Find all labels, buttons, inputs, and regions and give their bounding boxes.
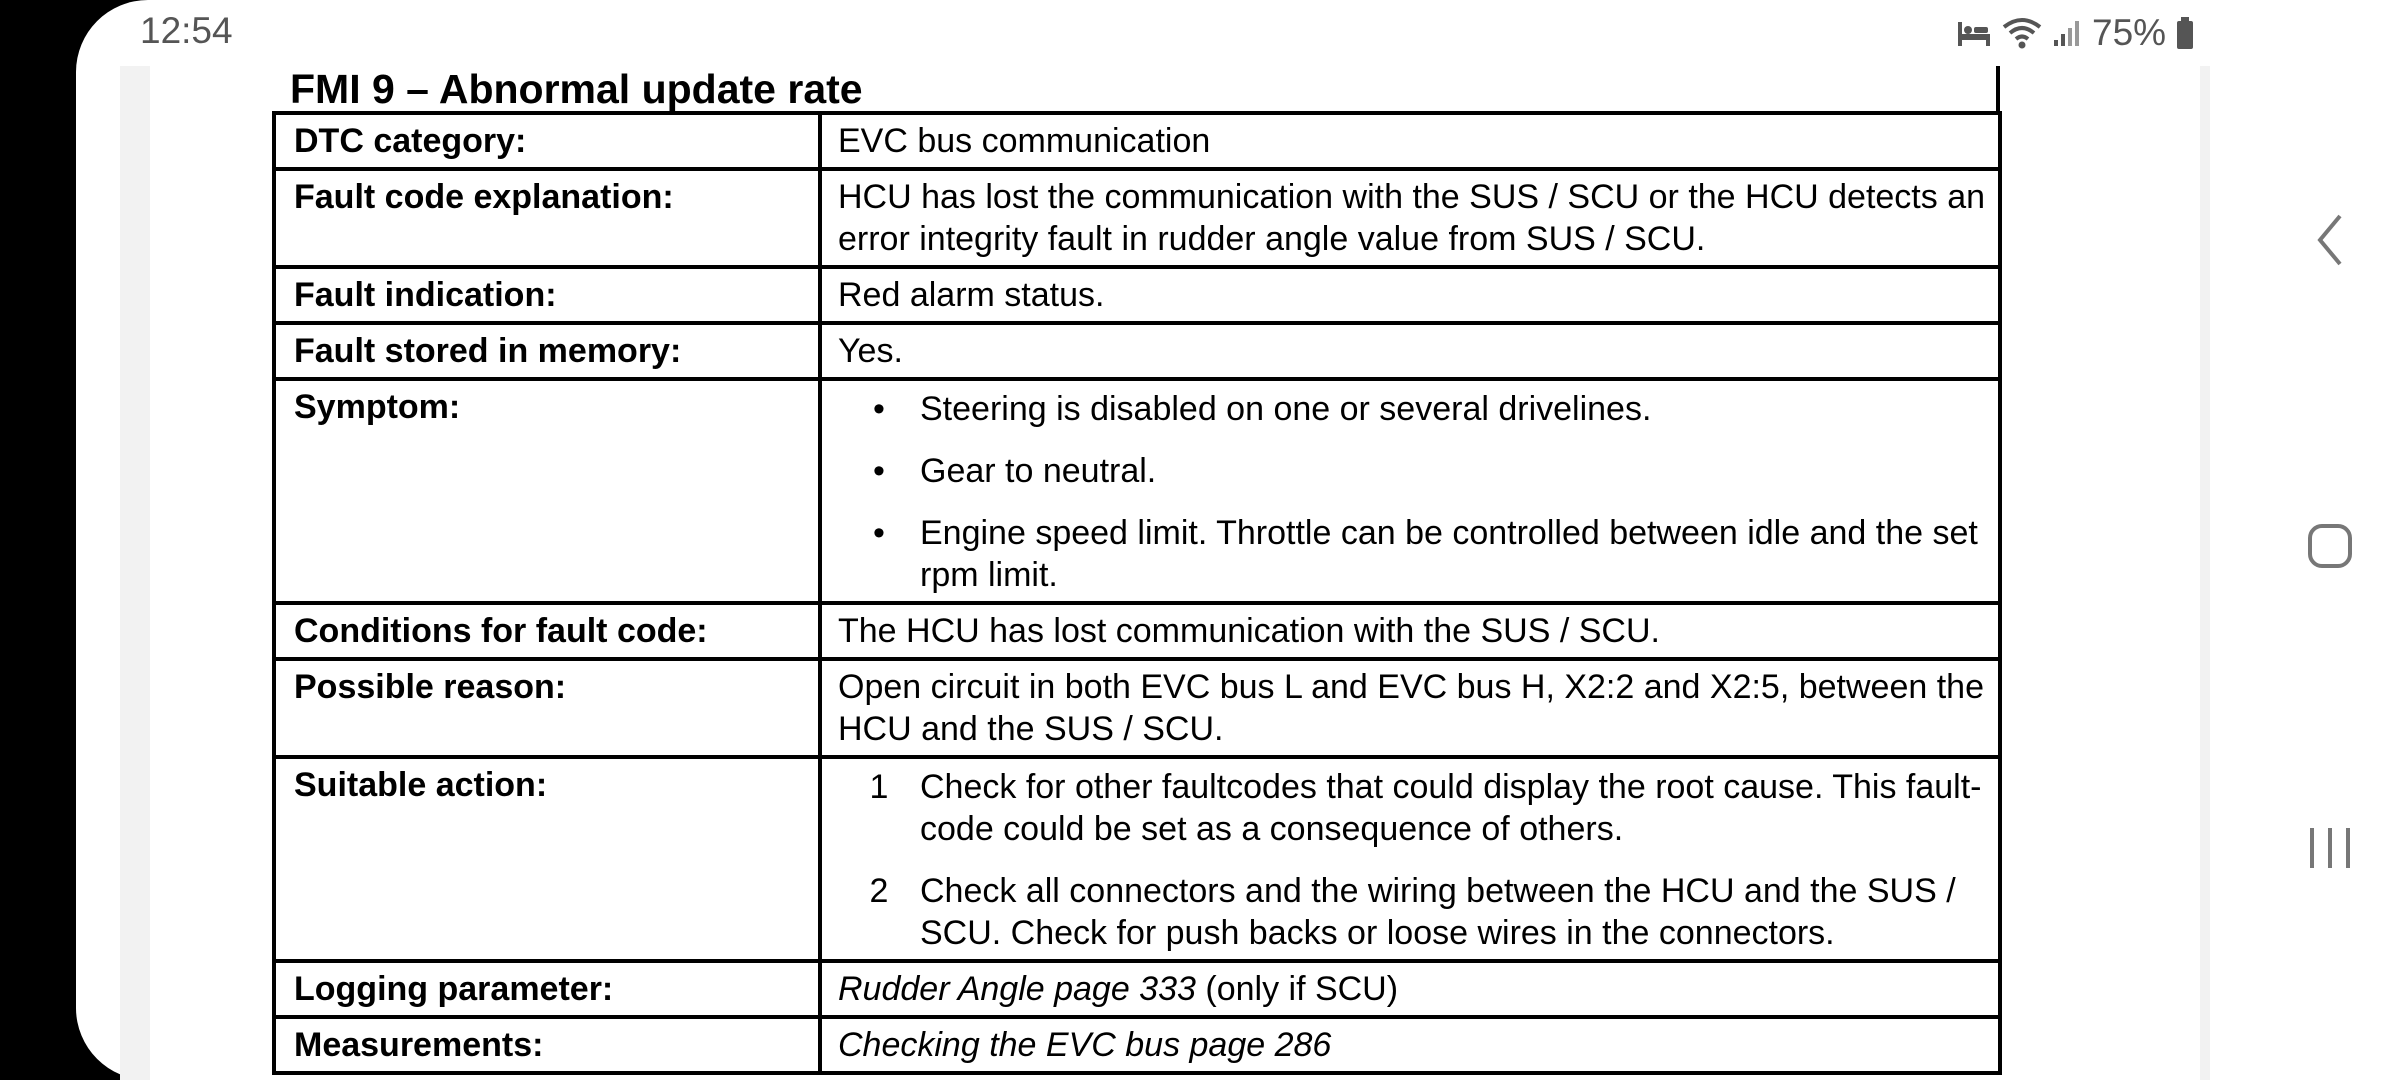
list-text bbox=[920, 450, 1156, 492]
battery-icon bbox=[2176, 16, 2194, 50]
row-value bbox=[820, 659, 2000, 757]
value-line: Yes. bbox=[838, 332, 903, 370]
list-item bbox=[838, 388, 1998, 430]
list-item bbox=[838, 512, 1998, 596]
list-text bbox=[920, 388, 1651, 430]
row-label: Symptom: bbox=[274, 379, 820, 603]
value-line bbox=[838, 968, 1998, 1010]
table-row bbox=[274, 323, 2000, 379]
value-text: (only if SCU) bbox=[1195, 970, 1399, 1008]
sleep-mode-icon bbox=[1956, 18, 1992, 48]
wifi-icon bbox=[2002, 17, 2042, 49]
list-text bbox=[920, 512, 1978, 596]
page-reference[interactable]: Rudder Angle page 333 bbox=[838, 970, 1196, 1008]
row-label: Fault indication: bbox=[274, 267, 820, 323]
row-value bbox=[820, 113, 2000, 169]
home-icon bbox=[2305, 521, 2355, 576]
back-icon bbox=[2310, 210, 2350, 275]
value-line: Check all connectors and the wiring between the HCU and the SUS / bbox=[920, 872, 1956, 910]
list-marker: • bbox=[873, 390, 885, 428]
value-line: HCU and the SUS / SCU. bbox=[838, 710, 1224, 748]
row-label: Fault stored in memory: bbox=[274, 323, 820, 379]
row-label: Measurements: bbox=[274, 1017, 820, 1073]
row-value bbox=[820, 1017, 2000, 1073]
signal-icon bbox=[2052, 18, 2082, 48]
table-row bbox=[274, 113, 2000, 169]
home-button[interactable] bbox=[2260, 488, 2400, 608]
back-button[interactable] bbox=[2260, 182, 2400, 302]
value-line: HCU has lost the communication with the SUS / SCU or the HCU detects an bbox=[838, 178, 1986, 216]
value-line: code could be set as a consequence of others. bbox=[920, 810, 1624, 848]
section-title: FMI 9 – Abnormal update rate bbox=[290, 66, 863, 112]
table-row bbox=[274, 757, 2000, 961]
list-text bbox=[920, 870, 1956, 954]
table-row bbox=[274, 603, 2000, 659]
value-line: Check for other faultcodes that could display the root cause. This fault- bbox=[920, 768, 1982, 806]
value-line: Steering is disabled on one or several drivelines. bbox=[920, 390, 1652, 428]
value-line: Gear to neutral. bbox=[920, 452, 1157, 490]
table-row bbox=[274, 961, 2000, 1017]
list-item bbox=[838, 450, 1998, 492]
table-border bbox=[1996, 66, 2000, 113]
list-text bbox=[920, 766, 1982, 850]
row-label: Suitable action: bbox=[274, 757, 820, 961]
value-line: SCU. Check for push backs or loose wires in the connectors. bbox=[920, 914, 1835, 952]
row-value bbox=[820, 961, 2000, 1017]
list-marker: 1 bbox=[869, 768, 889, 806]
recents-icon bbox=[2306, 825, 2354, 876]
value-line: The HCU has lost communication with the SUS / SCU. bbox=[838, 612, 1660, 650]
value-line: Open circuit in both EVC bus L and EVC bus H, X2:2 and X2:5, between the bbox=[838, 668, 1984, 706]
list-item bbox=[838, 766, 1998, 850]
list-marker: 2 bbox=[869, 872, 889, 910]
row-value bbox=[820, 757, 2000, 961]
page-reference[interactable]: Checking the EVC bus page 286 bbox=[838, 1026, 1332, 1064]
document-content bbox=[272, 66, 2002, 1080]
status-icons bbox=[1956, 12, 2194, 54]
value-line: rpm limit. bbox=[920, 556, 1058, 594]
row-value bbox=[820, 169, 2000, 267]
navigation-bar bbox=[2260, 0, 2400, 1080]
value-line: Red alarm status. bbox=[838, 276, 1105, 314]
row-value bbox=[820, 267, 2000, 323]
value-line: error integrity fault in rudder angle value from SUS / SCU. bbox=[838, 220, 1706, 258]
fault-code-table bbox=[272, 111, 2002, 1075]
row-label: Logging parameter: bbox=[274, 961, 820, 1017]
row-label: Possible reason: bbox=[274, 659, 820, 757]
table-row bbox=[274, 379, 2000, 603]
row-value bbox=[820, 603, 2000, 659]
list-marker: • bbox=[873, 514, 885, 552]
table-row bbox=[274, 659, 2000, 757]
table-row bbox=[274, 267, 2000, 323]
table-row bbox=[274, 169, 2000, 267]
row-label: Fault code explanation: bbox=[274, 169, 820, 267]
value-line: Engine speed limit. Throttle can be controlled between idle and the set bbox=[920, 514, 1978, 552]
row-label: Conditions for fault code: bbox=[274, 603, 820, 659]
battery-text: 75% bbox=[2092, 12, 2167, 53]
clock: 12:54 bbox=[140, 10, 233, 51]
list-marker: • bbox=[873, 452, 885, 490]
row-value bbox=[820, 323, 2000, 379]
status-bar bbox=[76, 0, 2400, 66]
list-item bbox=[838, 870, 1998, 954]
value-line bbox=[838, 1024, 1998, 1066]
row-value bbox=[820, 379, 2000, 603]
recents-button[interactable] bbox=[2260, 790, 2400, 910]
table-row bbox=[274, 1017, 2000, 1073]
row-label: DTC category: bbox=[274, 113, 820, 169]
value-line: EVC bus communication bbox=[838, 122, 1211, 160]
